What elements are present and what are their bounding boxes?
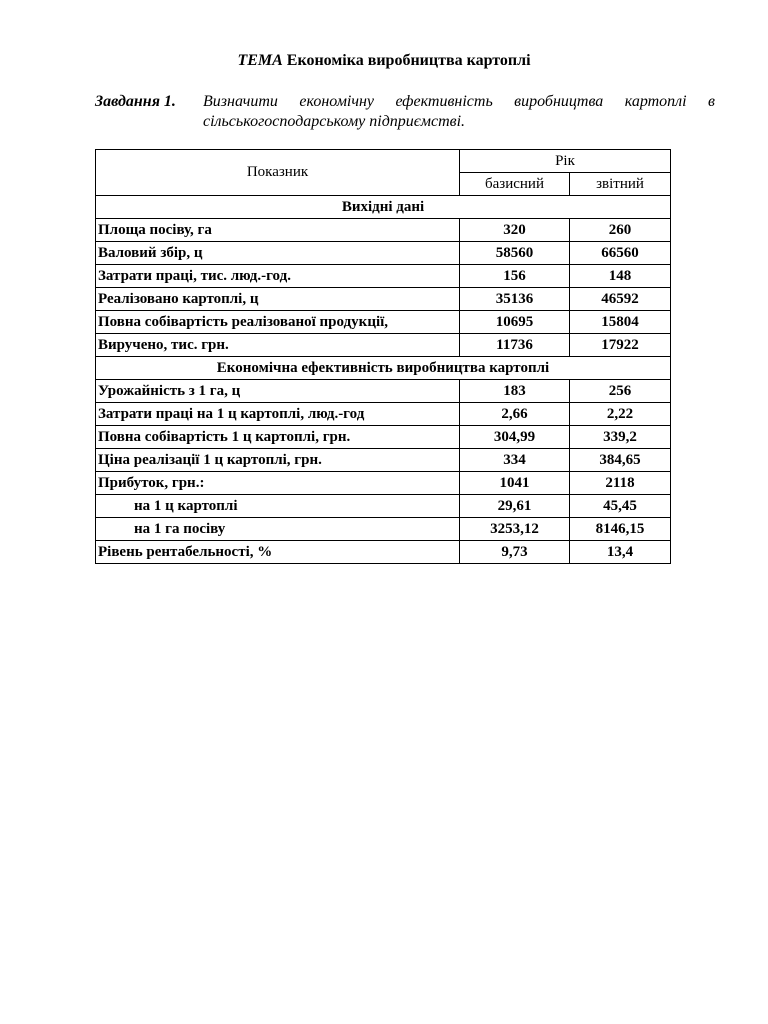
row-report-value: 66560 xyxy=(570,242,671,265)
task-text: Визначити економічну ефективність виробництва картоплі в сільськогосподарському підприємстві. xyxy=(203,93,715,130)
row-label: Реалізовано картоплі, ц xyxy=(96,288,460,311)
header-year: Рік xyxy=(460,150,671,173)
table-row xyxy=(96,403,671,426)
row-base-value: 35136 xyxy=(460,288,570,311)
row-label: Затрати праці на 1 ц картоплі, люд.-год xyxy=(96,403,460,426)
row-report-value: 2,22 xyxy=(570,403,671,426)
row-label: Виручено, тис. грн. xyxy=(96,334,460,357)
header-base: базисний xyxy=(460,173,570,196)
table-row xyxy=(96,219,671,242)
table-row xyxy=(96,449,671,472)
row-report-value: 15804 xyxy=(570,311,671,334)
row-label: Повна собівартість реалізованої продукції, xyxy=(96,311,460,334)
table-row xyxy=(96,426,671,449)
row-base-value: 3253,12 xyxy=(460,518,570,541)
task-label: Завдання 1. xyxy=(95,93,176,110)
table-row xyxy=(96,495,671,518)
row-base-value: 29,61 xyxy=(460,495,570,518)
row-report-value: 384,65 xyxy=(570,449,671,472)
header-indicator: Показник xyxy=(96,150,460,196)
row-report-value: 256 xyxy=(570,380,671,403)
table-row xyxy=(96,265,671,288)
row-report-value: 260 xyxy=(570,219,671,242)
row-base-value: 2,66 xyxy=(460,403,570,426)
row-report-value: 8146,15 xyxy=(570,518,671,541)
row-base-value: 156 xyxy=(460,265,570,288)
row-report-value: 2118 xyxy=(570,472,671,495)
section-row xyxy=(96,357,671,380)
table-row xyxy=(96,518,671,541)
row-base-value: 10695 xyxy=(460,311,570,334)
table-row xyxy=(96,380,671,403)
row-report-value: 46592 xyxy=(570,288,671,311)
row-base-value: 9,73 xyxy=(460,541,570,564)
row-base-value: 320 xyxy=(460,219,570,242)
table-row xyxy=(96,472,671,495)
row-label: Рівень рентабельності, % xyxy=(96,541,460,564)
title-lead: ТЕМА xyxy=(237,52,283,69)
row-label: на 1 ц картоплі xyxy=(96,495,460,518)
title-rest: Економіка виробництва картоплі xyxy=(282,52,531,69)
row-label: Прибуток, грн.: xyxy=(96,472,460,495)
data-table xyxy=(95,149,671,564)
row-label: Урожайність з 1 га, ц xyxy=(96,380,460,403)
row-base-value: 1041 xyxy=(460,472,570,495)
row-base-value: 183 xyxy=(460,380,570,403)
section-row xyxy=(96,196,671,219)
table-row xyxy=(96,288,671,311)
row-label: Площа посіву, га xyxy=(96,219,460,242)
table-row xyxy=(96,242,671,265)
row-base-value: 58560 xyxy=(460,242,570,265)
row-label: Затрати праці, тис. люд.-год. xyxy=(96,265,460,288)
header-report: звітний xyxy=(570,173,671,196)
row-report-value: 13,4 xyxy=(570,541,671,564)
row-report-value: 148 xyxy=(570,265,671,288)
table-row xyxy=(96,334,671,357)
row-label: Ціна реалізації 1 ц картоплі, грн. xyxy=(96,449,460,472)
table-row xyxy=(96,311,671,334)
row-base-value: 11736 xyxy=(460,334,570,357)
section-source-data: Вихідні дані xyxy=(96,196,671,219)
section-economic-efficiency: Економічна ефективність виробництва картоплі xyxy=(96,357,671,380)
row-label: на 1 га посіву xyxy=(96,518,460,541)
row-report-value: 339,2 xyxy=(570,426,671,449)
row-report-value: 45,45 xyxy=(570,495,671,518)
row-label: Повна собівартість 1 ц картоплі, грн. xyxy=(96,426,460,449)
row-report-value: 17922 xyxy=(570,334,671,357)
page-title xyxy=(0,52,768,70)
row-label: Валовий збір, ц xyxy=(96,242,460,265)
header-row xyxy=(96,150,671,173)
row-base-value: 334 xyxy=(460,449,570,472)
row-base-value: 304,99 xyxy=(460,426,570,449)
table-row xyxy=(96,541,671,564)
